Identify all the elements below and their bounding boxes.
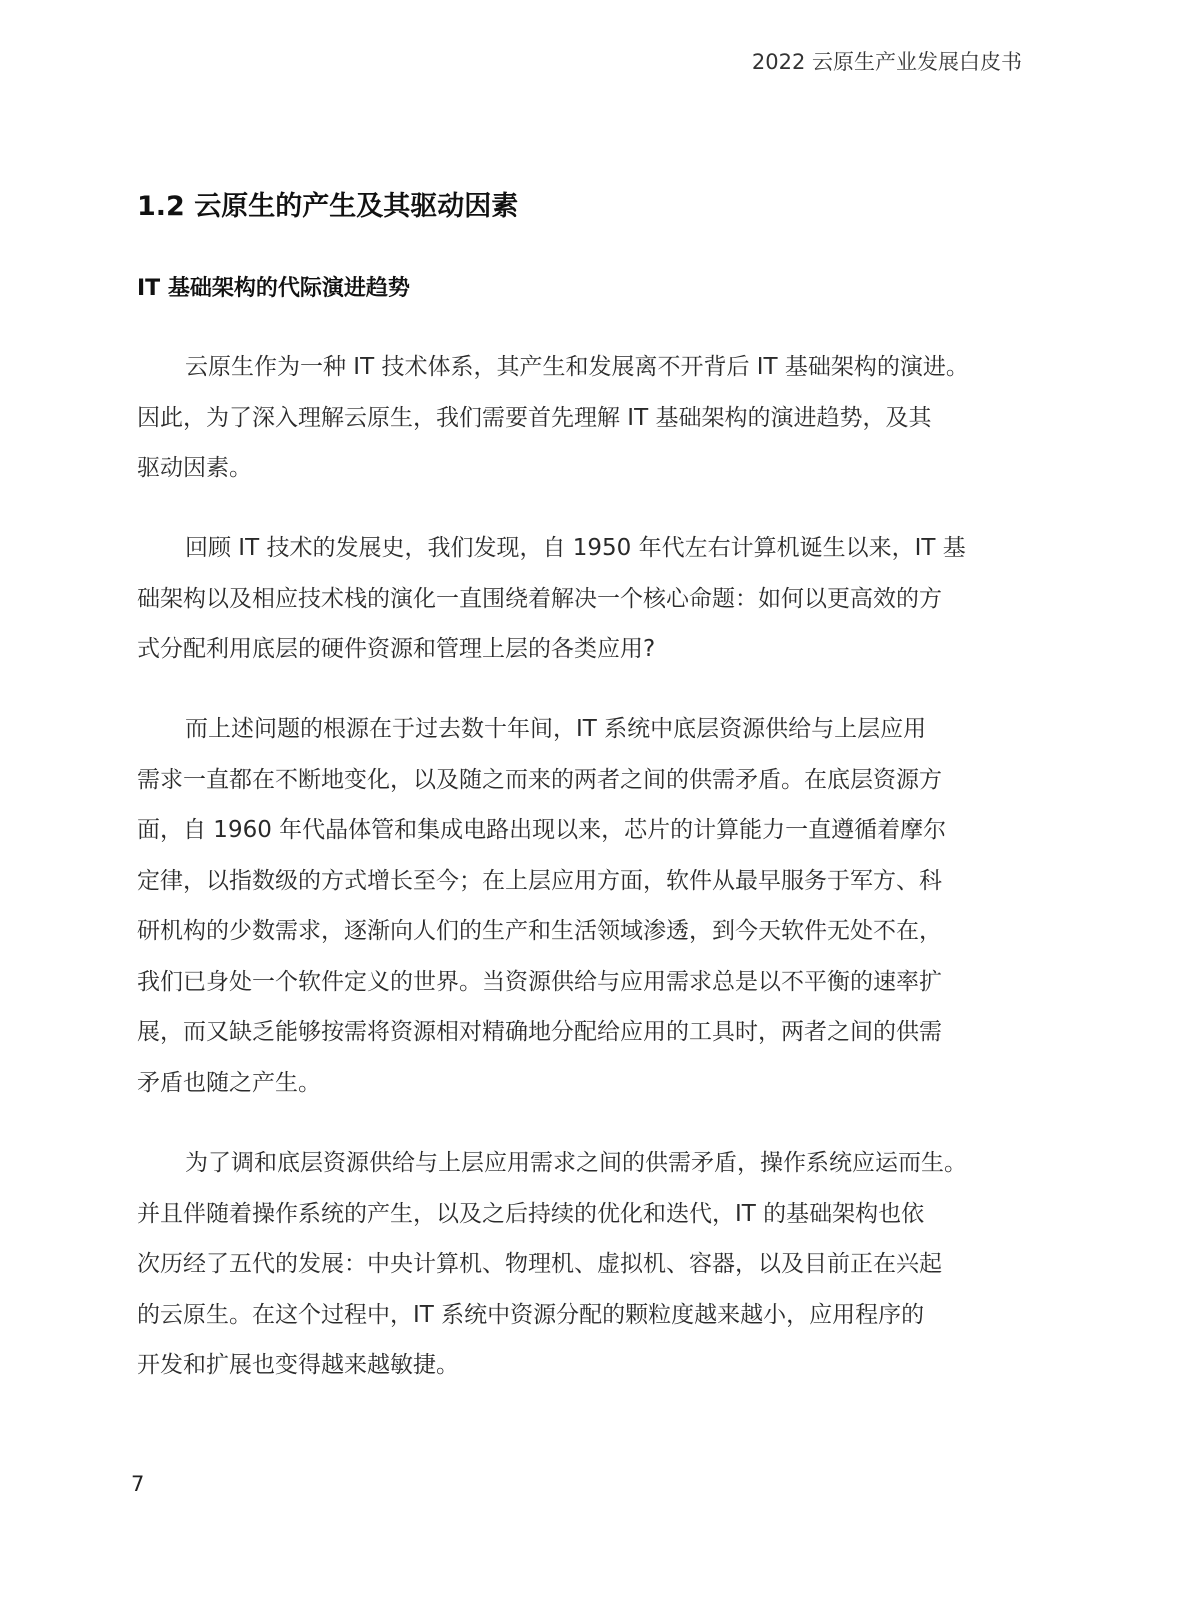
paragraph-line: 定律，以指数级的方式增长至今；在上层应用方面，软件从最早服务于军方、科: [137, 867, 942, 894]
paragraph-line: 需求一直都在不断地变化，以及随之而来的两者之间的供需矛盾。在底层资源方: [137, 766, 942, 793]
paragraph-line: 矛盾也随之产生。: [137, 1069, 321, 1096]
paragraph-line: 面，自 1960 年代晶体管和集成电路出现以来，芯片的计算能力一直遵循着摩尔: [137, 817, 947, 843]
paragraph-line: 而上述问题的根源在于过去数十年间，IT 系统中底层资源供给与上层应用: [185, 716, 927, 742]
running-header: 2022 云原生产业发展白皮书: [751, 50, 1022, 74]
page-number: 7: [131, 1472, 145, 1496]
paragraph: [137, 704, 1042, 1108]
paragraph-line: 展，而又缺乏能够按需将资源相对精确地分配给应用的工具时，两者之间的供需: [137, 1019, 942, 1045]
subsection-title: IT 基础架构的代际演进趋势: [137, 276, 410, 301]
section-title: 1.2 云原生的产生及其驱动因素: [137, 191, 519, 222]
paragraph-line: 云原生作为一种 IT 技术体系，其产生和发展离不开背后 IT 基础架构的演进。: [185, 354, 969, 380]
paragraph-line: 回顾 IT 技术的发展史，我们发现，自 1950 年代左右计算机诞生以来，IT 基: [185, 535, 966, 561]
paragraph-line: 式分配利用底层的硬件资源和管理上层的各类应用?: [137, 636, 656, 662]
paragraph-line: 并且伴随着操作系统的产生，以及之后持续的优化和迭代，IT 的基础架构也依: [137, 1200, 925, 1227]
paragraph: [137, 523, 1042, 675]
paragraph-line: 的云原生。在这个过程中，IT 系统中资源分配的颗粒度越来越小，应用程序的: [137, 1301, 925, 1328]
paragraph-line: 开发和扩展也变得越来越敏捷。: [137, 1352, 459, 1378]
paragraph-line: 研机构的少数需求，逐渐向人们的生产和生活领域渗透，到今天软件无处不在，: [137, 918, 942, 944]
paragraph: [137, 342, 1042, 494]
paragraph: [137, 1138, 1042, 1391]
paragraph-line: 我们已身处一个软件定义的世界。当资源供给与应用需求总是以不平衡的速率扩: [137, 968, 942, 995]
paragraph-line: 因此，为了深入理解云原生，我们需要首先理解 IT 基础架构的演进趋势，及其: [137, 404, 932, 431]
paragraph-line: 驱动因素。: [137, 455, 252, 481]
paragraph-line: 础架构以及相应技术栈的演化一直围绕着解决一个核心命题：如何以更高效的方: [137, 585, 942, 612]
paragraph-line: 为了调和底层资源供给与上层应用需求之间的供需矛盾，操作系统应运而生。: [185, 1150, 967, 1176]
paragraph-line: 次历经了五代的发展：中央计算机、物理机、虚拟机、容器，以及目前正在兴起: [137, 1251, 942, 1277]
